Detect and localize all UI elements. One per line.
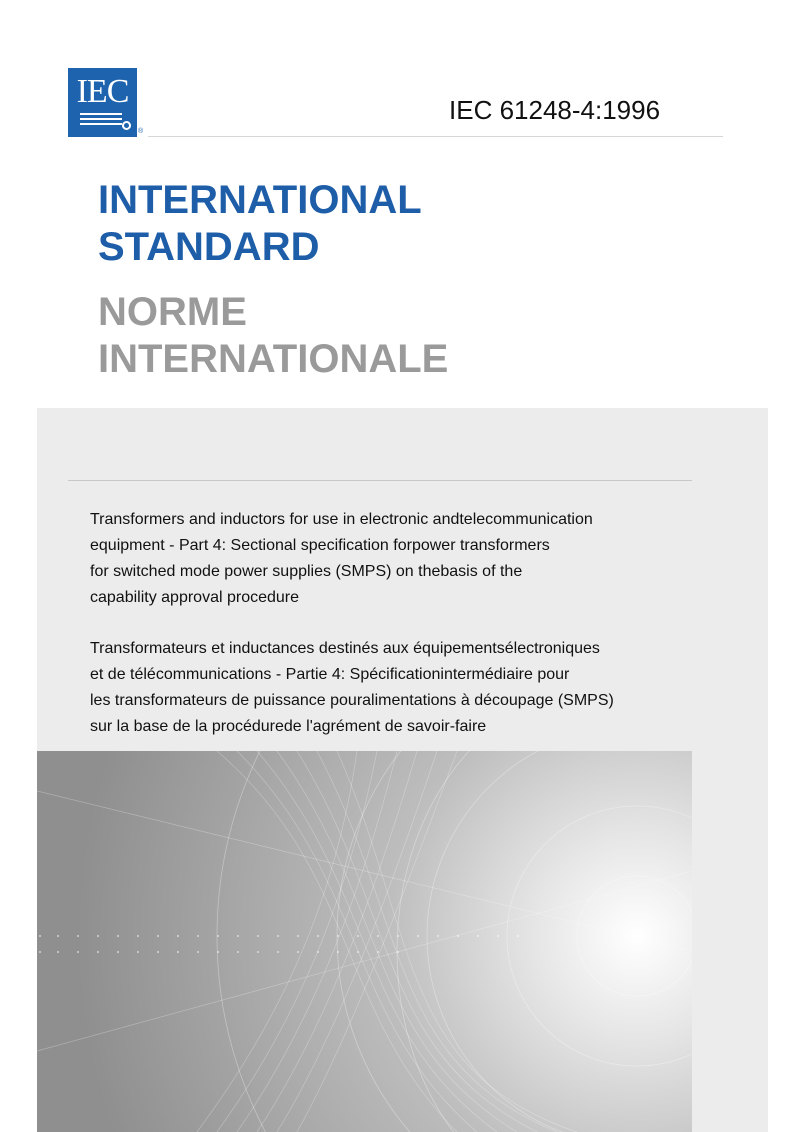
description-line: capability approval procedure [90, 589, 300, 606]
iec-logo [68, 68, 137, 137]
standard-reference: IEC 61248-4:1996 [449, 95, 661, 125]
cover-artwork [37, 751, 692, 1132]
logo-text: IEC [76, 73, 129, 110]
description-line: les transformateurs de puissance pouralimentations à découpage (SMPS) [90, 692, 614, 709]
title-english-line: STANDARD [98, 225, 320, 269]
description-line: Transformateurs et inductances destinés aux équipementsélectroniques [90, 640, 600, 657]
description-line: Transformers and inductors for use in electronic andtelecommunication [90, 511, 593, 528]
title-french-line: NORME [98, 290, 247, 334]
description-line: sur la base de la procédurede l'agrément de savoir-faire [90, 718, 487, 735]
logo-stripe [80, 123, 122, 125]
logo-stripe [80, 118, 122, 120]
title-english [98, 177, 422, 271]
title-french-line: INTERNATIONALE [98, 337, 449, 381]
header-divider [148, 136, 723, 137]
title-english-line: INTERNATIONAL [98, 178, 422, 222]
logo-circle-icon [122, 121, 131, 130]
description-line: for switched mode power supplies (SMPS) on thebasis of the [90, 563, 523, 580]
description-line: equipment - Part 4: Sectional specification forpower transformers [90, 537, 550, 554]
description-french [90, 636, 700, 740]
title-french [98, 289, 448, 383]
description-english [90, 507, 700, 611]
logo-stripe [80, 113, 122, 115]
panel-divider [68, 480, 692, 481]
description-line: et de télécommunications - Partie 4: Spécificationintermédiaire pour [90, 666, 570, 683]
registered-mark: ® [138, 128, 144, 135]
